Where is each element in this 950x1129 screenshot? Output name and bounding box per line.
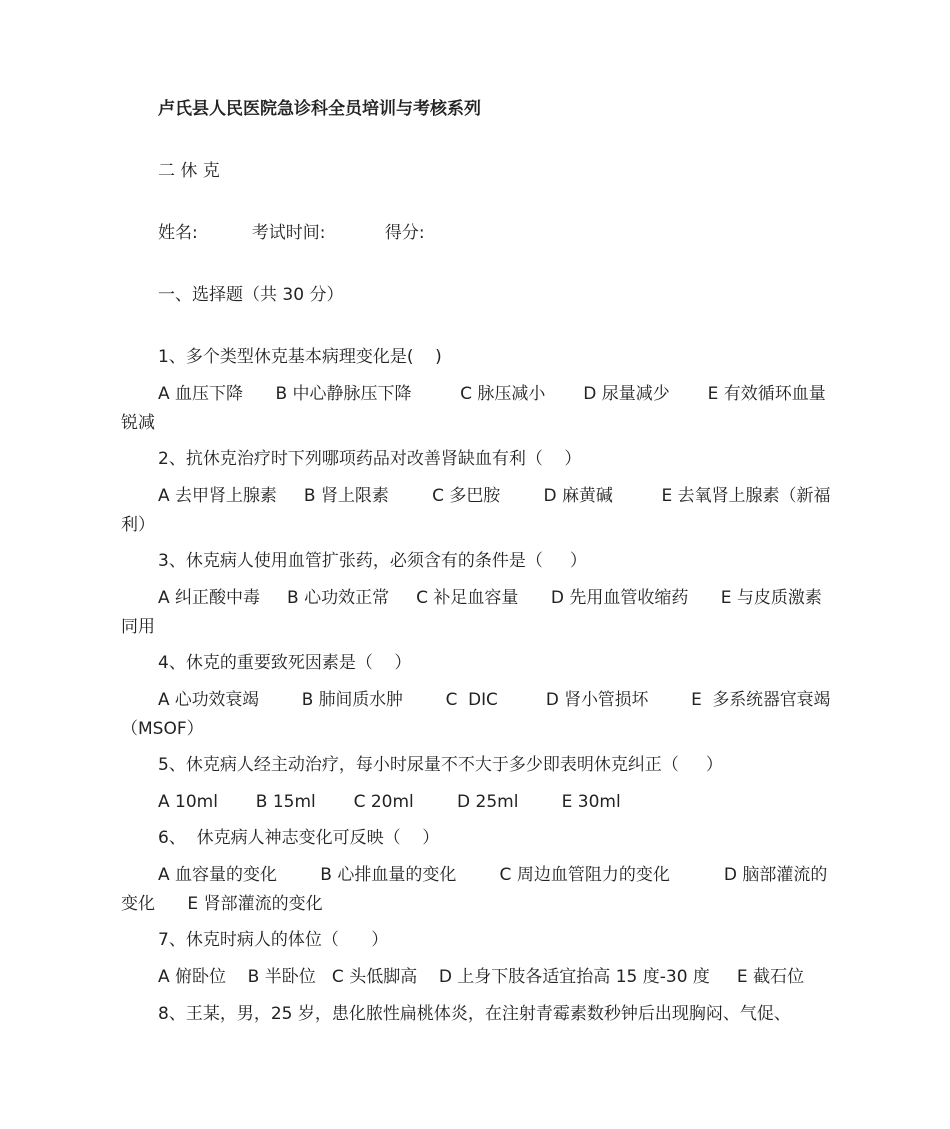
question-4-stem: 4、休克的重要致死因素是（ ） — [158, 653, 412, 673]
question-3-options-cont: 同用 — [121, 617, 155, 637]
question-6-options: A 血容量的变化 B 心排血量的变化 C 周边血管阻力的变化 D 脑部灌流的 — [158, 865, 828, 885]
question-1-stem: 1、多个类型休克基本病理变化是( ) — [158, 347, 442, 367]
question-8-stem: 8、王某，男，25 岁，患化脓性扁桃体炎，在注射青霉素数秒钟后出现胸闷、气促、 — [158, 1004, 791, 1024]
question-5-options: A 10ml B 15ml C 20ml D 25ml E 30ml — [158, 792, 621, 812]
question-4-options: A 心功效衰竭 B 肺间质水肿 C DIC D 肾小管损坏 E 多系统器官衰竭 — [158, 690, 831, 710]
question-1-options: A 血压下降 B 中心静脉压下降 C 脉压减小 D 尿量减少 E 有效循环血量 — [158, 384, 826, 404]
question-4-options-cont: （MSOF） — [121, 719, 204, 739]
question-1-options-cont: 锐减 — [121, 413, 155, 433]
question-6-stem: 6、 休克病人神志变化可反映（ ） — [158, 828, 440, 848]
section-subtitle: 二 休 克 — [158, 161, 220, 181]
question-6-options-cont: 变化 E 肾部灌流的变化 — [121, 894, 323, 914]
section-heading: 一、选择题（共 30 分） — [158, 285, 344, 305]
question-7-options: A 俯卧位 B 半卧位 C 头低脚高 D 上身下肢各适宜抬高 15 度-30 度 E 截石位 — [158, 967, 805, 987]
question-7-stem: 7、休克时病人的体位（ ） — [158, 930, 389, 950]
exam-info-line: 姓名: 考试时间: 得分: — [158, 223, 425, 243]
question-2-stem: 2、抗休克治疗时下列哪项药品对改善肾缺血有利（ ） — [158, 449, 582, 469]
document-title: 卢氏县人民医院急诊科全员培训与考核系列 — [158, 99, 481, 119]
question-3-stem: 3、休克病人使用血管扩张药，必须含有的条件是（ ） — [158, 551, 587, 571]
question-5-stem: 5、休克病人经主动治疗，每小时尿量不不大于多少即表明休克纠正（ ） — [158, 755, 723, 775]
question-2-options-cont: 利） — [121, 515, 155, 535]
question-3-options: A 纠正酸中毒 B 心功效正常 C 补足血容量 D 先用血管收缩药 E 与皮质激素 — [158, 588, 822, 608]
question-2-options: A 去甲肾上腺素 B 肾上限素 C 多巴胺 D 麻黄碱 E 去氧肾上腺素（新福 — [158, 486, 831, 506]
